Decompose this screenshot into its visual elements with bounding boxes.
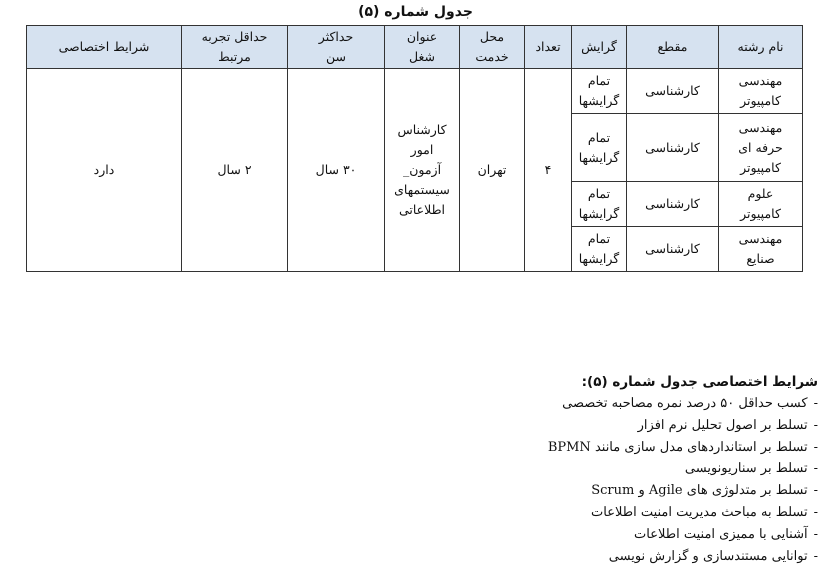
- list-item-text: تسلط به مباحث مدیریت امنیت اطلاعات: [591, 504, 808, 520]
- header-field: نام رشته: [719, 26, 803, 69]
- cell-field: مهندسی کامپیوتر: [719, 69, 803, 114]
- cell-specialization: تمام گرایشها: [572, 182, 627, 227]
- cell-min-experience: ۲ سال: [182, 69, 288, 272]
- list-item-text: آشنایی با ممیزی امنیت اطلاعات: [634, 526, 808, 542]
- cell-specialization: تمام گرایشها: [572, 69, 627, 114]
- special-conditions-section: [258, 371, 818, 567]
- cell-degree: کارشناسی: [627, 69, 719, 114]
- cell-field: مهندسی صنایع: [719, 227, 803, 272]
- bullet-dash: -: [813, 439, 818, 455]
- cell-specialization: تمام گرایشها: [572, 227, 627, 272]
- list-item-text: توانایی مستندسازی و گزارش نویسی: [608, 548, 808, 564]
- header-min-experience: حداقل تجربه مرتبط: [182, 26, 288, 69]
- list-item: [258, 437, 818, 459]
- table-header-row: [27, 26, 803, 69]
- header-job-title: عنوان شغل: [385, 26, 460, 69]
- cell-count: ۴: [525, 69, 572, 272]
- list-item: [258, 502, 818, 524]
- header-degree: مقطع: [627, 26, 719, 69]
- list-item-text: تسلط بر استانداردهای مدل سازی مانند BPMN: [547, 439, 808, 455]
- job-requirements-table: [26, 25, 803, 272]
- list-item: [258, 458, 818, 480]
- list-item: [258, 480, 818, 502]
- header-count: تعداد: [525, 26, 572, 69]
- cell-job-title: کارشناس امور آزمون_ سیستمهای اطلاعاتی: [385, 69, 460, 272]
- cell-max-age: ۳۰ سال: [288, 69, 385, 272]
- table-row: [27, 69, 803, 114]
- bullet-dash: -: [813, 483, 818, 499]
- cell-degree: کارشناسی: [627, 114, 719, 182]
- bullet-dash: -: [813, 504, 818, 520]
- bullet-dash: -: [813, 396, 818, 411]
- list-item: [258, 546, 818, 568]
- list-item-text: تسلط بر سناریونویسی: [684, 461, 808, 477]
- cell-location: تهران: [460, 69, 525, 272]
- bullet-dash: -: [813, 548, 818, 564]
- cell-specialization: تمام گرایشها: [572, 114, 627, 182]
- bullet-dash: -: [813, 526, 818, 542]
- list-item-text: تسلط بر اصول تحلیل نرم افزار: [637, 417, 808, 433]
- cell-special-conditions: دارد: [27, 69, 182, 272]
- list-item: [258, 415, 818, 437]
- list-item: [258, 524, 818, 546]
- header-location: محل خدمت: [460, 26, 525, 69]
- cell-field: علوم کامپیوتر: [719, 182, 803, 227]
- cell-degree: کارشناسی: [627, 182, 719, 227]
- table-caption: جدول شماره (۵): [358, 4, 473, 20]
- list-item-text: کسب حداقل ۵۰ درصد نمره مصاحبه تخصصی: [562, 396, 808, 411]
- header-specialization: گرایش: [572, 26, 627, 69]
- bullet-dash: -: [813, 417, 818, 433]
- bullet-dash: -: [813, 461, 818, 477]
- list-item-text: تسلط بر متدلوژی های Agile و Scrum: [591, 483, 808, 499]
- special-conditions-heading: شرایط اختصاصی جدول شماره (۵):: [581, 374, 818, 390]
- special-conditions-list: [258, 393, 818, 567]
- cell-degree: کارشناسی: [627, 227, 719, 272]
- header-special-conditions: شرایط اختصاصی: [27, 26, 182, 69]
- cell-field: مهندسی حرفه ای کامپیوتر: [719, 114, 803, 182]
- list-item: [258, 393, 818, 415]
- header-max-age: حداکثر سن: [288, 26, 385, 69]
